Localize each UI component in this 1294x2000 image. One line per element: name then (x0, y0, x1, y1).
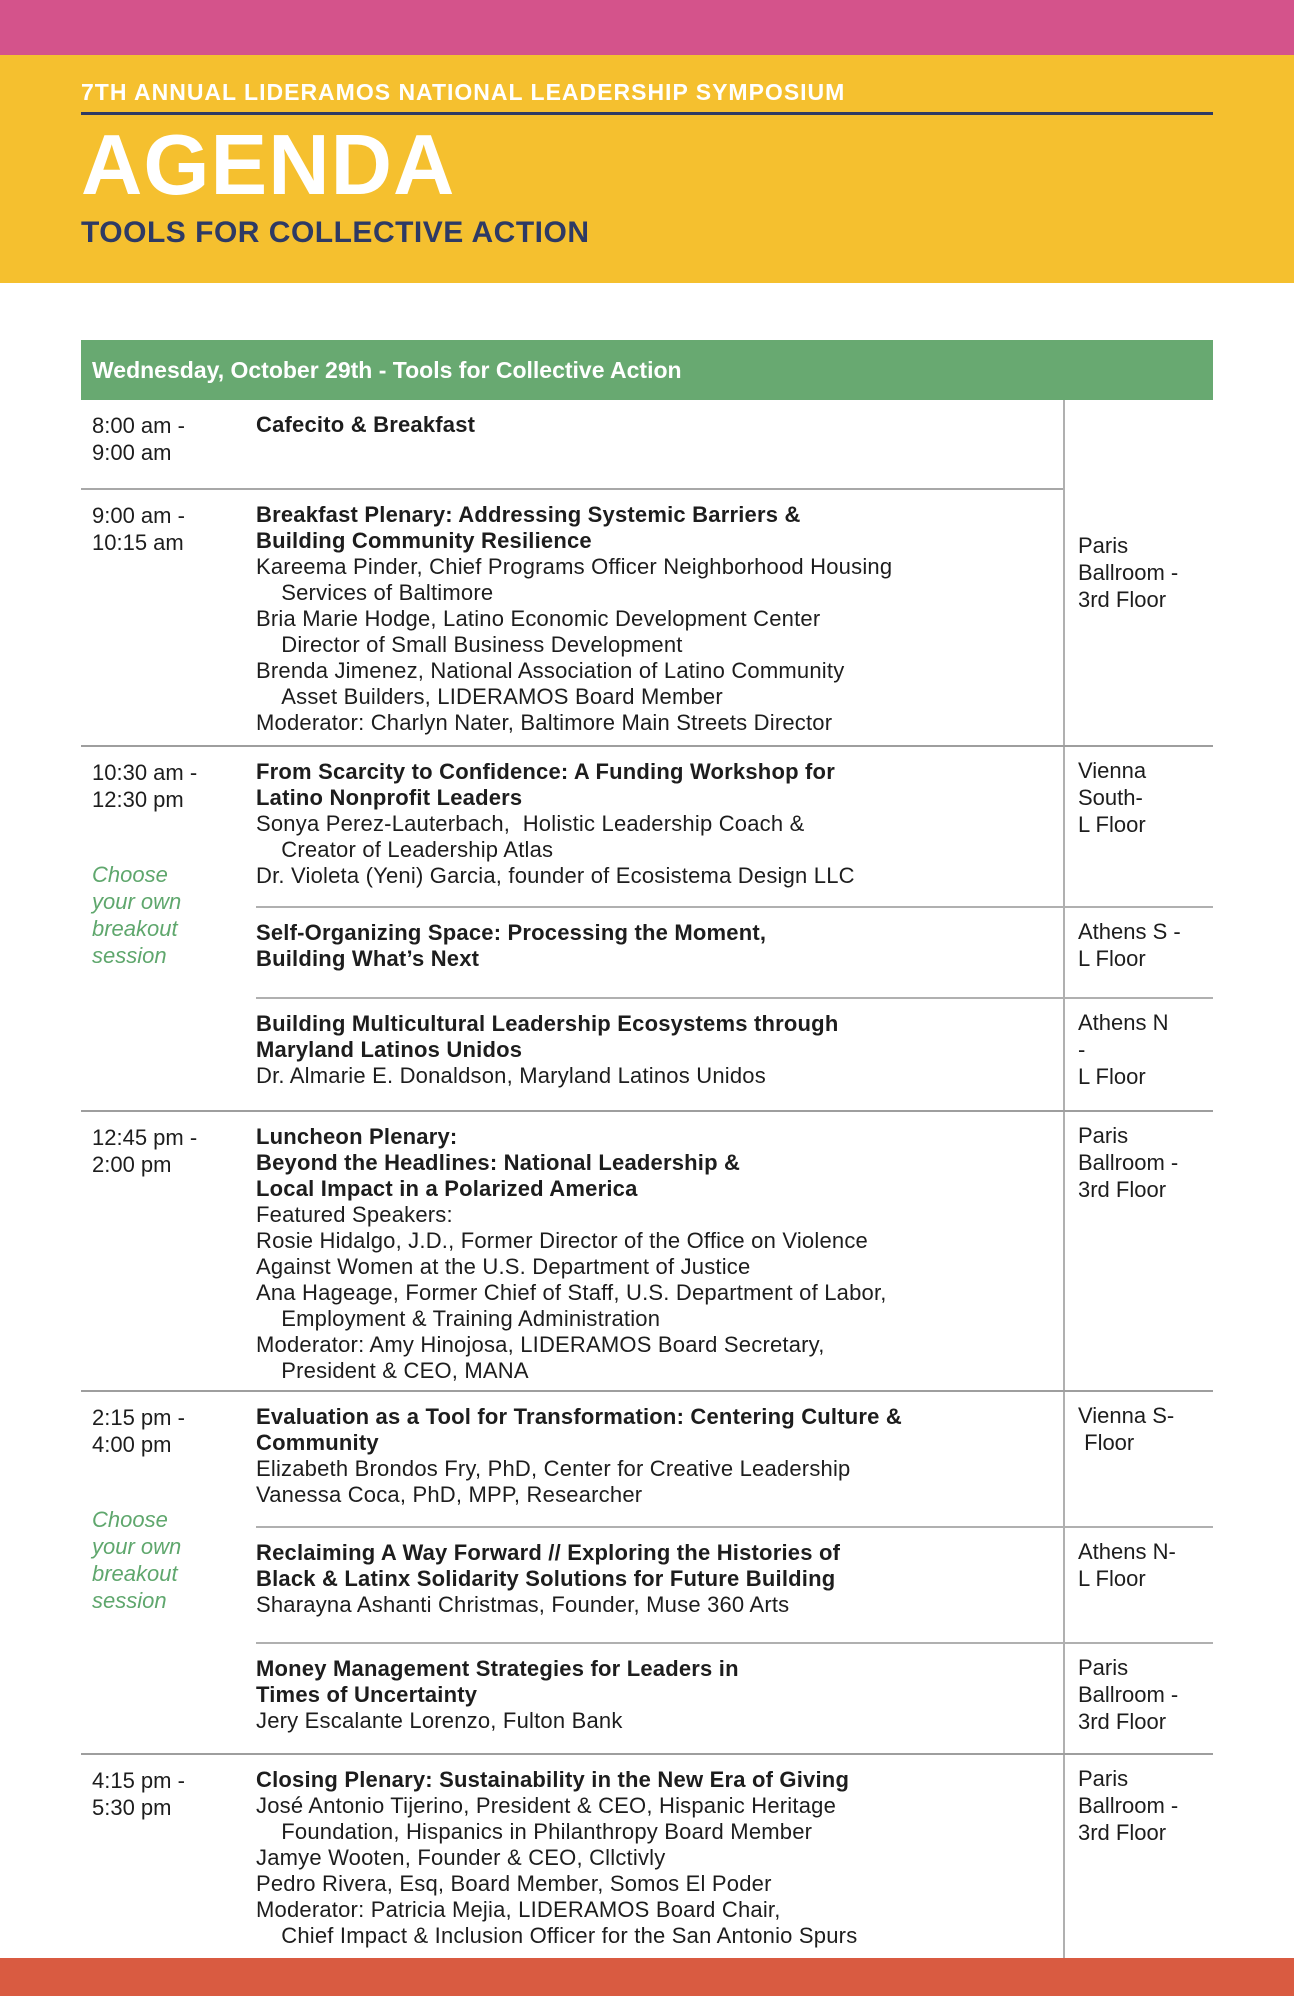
time-cell (81, 1112, 256, 1390)
session-title-line: Community (256, 1430, 379, 1455)
session-detail-line: Jamye Wooten, Founder & CEO, Cllctivly (256, 1845, 666, 1870)
time-cell (81, 490, 256, 745)
location-cell (1063, 1392, 1213, 1526)
session-detail-line: Services of Baltimore (256, 580, 494, 605)
session-title-line: Times of Uncertainty (256, 1682, 478, 1707)
session-detail-line: Moderator: Amy Hinojosa, LIDERAMOS Board Secretary, (256, 1332, 825, 1357)
session-title-line: Evaluation as a Tool for Transformation: Centering Culture & (256, 1404, 902, 1429)
location-line: L Floor (1078, 946, 1146, 971)
location-cell (1063, 747, 1213, 906)
breakout-note-line: session (92, 1588, 167, 1613)
breakout-note (92, 1506, 248, 1614)
page-header (0, 55, 1294, 283)
session-title-line: Closing Plenary: Sustainability in the New Era of Giving (256, 1767, 850, 1792)
schedule-row-group (81, 1110, 1213, 1390)
location-line: 3rd Floor (1078, 1820, 1167, 1845)
session-cell (256, 908, 1063, 997)
session-cell (256, 1112, 1063, 1390)
page-title: AGENDA (81, 118, 456, 213)
breakout-note-line: your own (92, 889, 182, 914)
breakout-note-line: breakout (92, 916, 178, 941)
session-detail-line: Jery Escalante Lorenzo, Fulton Bank (256, 1708, 623, 1733)
breakout-note-line: Choose (92, 862, 168, 887)
session-detail-line: Kareema Pinder, Chief Programs Officer Neighborhood Housing (256, 554, 893, 579)
location-line: Floor (1078, 1430, 1135, 1455)
schedule-row (81, 400, 1063, 490)
location-line: 3rd Floor (1078, 587, 1167, 612)
breakout-sessions-column (256, 1392, 1213, 1753)
schedule-row-group (81, 400, 1213, 745)
session-title-line: Maryland Latinos Unidos (256, 1037, 523, 1062)
session-title-line: Self-Organizing Space: Processing the Moment, (256, 920, 767, 945)
location-line: Paris (1078, 1123, 1129, 1148)
page-subtitle: TOOLS FOR COLLECTIVE ACTION (81, 216, 590, 249)
schedule-row-group (81, 745, 1213, 1110)
location-cell (1063, 908, 1213, 997)
schedule-row-group (81, 1753, 1213, 1958)
session-cell (256, 1528, 1063, 1642)
session-detail-line: Dr. Almarie E. Donaldson, Maryland Latinos Unidos (256, 1063, 766, 1088)
session-title-line: Breakfast Plenary: Addressing Systemic Barriers & (256, 502, 801, 527)
location-line: 3rd Floor (1078, 1177, 1167, 1202)
breakout-note-line: session (92, 943, 167, 968)
session-cell (256, 1644, 1063, 1753)
location-line: Ballroom - (1078, 1793, 1179, 1818)
location-line: Ballroom - (1078, 560, 1179, 585)
time-cell (81, 1755, 256, 1958)
session-title-line: From Scarcity to Confidence: A Funding Workshop for (256, 759, 835, 784)
breakout-note-line: Choose (92, 1507, 168, 1532)
session-detail-line: President & CEO, MANA (256, 1358, 529, 1383)
breakout-session-row (256, 747, 1213, 906)
day-header-label: Wednesday, October 29th - Tools for Collective Action (92, 356, 682, 383)
session-title-line: Latino Nonprofit Leaders (256, 785, 523, 810)
location-cell (1063, 1644, 1213, 1753)
location-line: Paris (1078, 1655, 1129, 1680)
session-detail-line: Brenda Jimenez, National Association of Latino Community (256, 658, 845, 683)
top-banner (0, 0, 1294, 55)
time-line: 8:00 am - (92, 413, 185, 438)
time-line: 9:00 am - (92, 503, 185, 528)
session-detail-line: Foundation, Hispanics in Philanthropy Board Member (256, 1819, 813, 1844)
time-line: 12:30 pm (92, 787, 184, 812)
location-cell (1063, 1112, 1213, 1390)
session-detail-line: Creator of Leadership Atlas (256, 837, 554, 862)
location-line: Paris (1078, 533, 1129, 558)
session-detail-line: Bria Marie Hodge, Latino Economic Development Center (256, 606, 821, 631)
session-title-line: Reclaiming A Way Forward // Exploring the Histories of (256, 1540, 841, 1565)
session-detail-line: Sonya Perez-Lauterbach, Holistic Leadership Coach & (256, 811, 805, 836)
location-line: South- (1078, 785, 1143, 810)
location-line: L Floor (1078, 1566, 1146, 1591)
time-line: 4:00 pm (92, 1432, 172, 1457)
session-title-line: Cafecito & Breakfast (256, 412, 476, 437)
location-line: Vienna (1078, 758, 1147, 783)
session-title-line: Black & Latinx Solidarity Solutions for Future Building (256, 1566, 836, 1591)
session-title-line: Local Impact in a Polarized America (256, 1176, 638, 1201)
time-line: 10:15 am (92, 530, 184, 555)
schedule-row (81, 490, 1063, 745)
session-detail-line: Sharayna Ashanti Christmas, Founder, Muse 360 Arts (256, 1592, 790, 1617)
session-title-line: Building What’s Next (256, 946, 480, 971)
session-detail-line: Asset Builders, LIDERAMOS Board Member (256, 684, 723, 709)
session-cell (256, 1392, 1063, 1526)
session-detail-line: Moderator: Patricia Mejia, LIDERAMOS Board Chair, (256, 1897, 781, 1922)
session-detail-line: Employment & Training Administration (256, 1306, 661, 1331)
time-line: 2:15 pm - (92, 1405, 185, 1430)
breakout-session-row (256, 1392, 1213, 1526)
breakout-session-row (256, 1526, 1213, 1642)
breakout-note-line: your own (92, 1534, 182, 1559)
location-line: Vienna S- (1078, 1403, 1175, 1428)
session-cell (256, 1755, 1063, 1958)
session-detail-line: Chief Impact & Inclusion Officer for the San Antonio Spurs (256, 1923, 858, 1948)
time-line: 12:45 pm - (92, 1125, 198, 1150)
location-cell (1063, 999, 1213, 1110)
session-title-line: Beyond the Headlines: National Leadership & (256, 1150, 741, 1175)
symposium-eyebrow: 7TH ANNUAL LIDERAMOS NATIONAL LEADERSHIP SYMPOSIUM (81, 79, 846, 105)
session-title-line: Building Community Resilience (256, 528, 592, 553)
session-title-line: Building Multicultural Leadership Ecosystems through (256, 1011, 839, 1036)
breakout-session-row (256, 906, 1213, 997)
session-title-line: Luncheon Plenary: (256, 1124, 458, 1149)
session-detail-line: Featured Speakers: (256, 1202, 453, 1227)
location-line: Ballroom - (1078, 1682, 1179, 1707)
breakout-session-row (256, 1642, 1213, 1753)
session-detail-line: Rosie Hidalgo, J.D., Former Director of the Office on Violence (256, 1228, 868, 1253)
location-line: L Floor (1078, 1064, 1146, 1089)
time-line: 4:15 pm - (92, 1768, 185, 1793)
location-line: - (1078, 1037, 1086, 1062)
schedule-groups (81, 400, 1213, 1958)
session-detail-line: Against Women at the U.S. Department of Justice (256, 1254, 751, 1279)
breakout-session-row (256, 997, 1213, 1110)
schedule-table (81, 340, 1213, 1958)
bottom-banner (0, 1958, 1294, 1996)
day-header-bar (81, 340, 1213, 400)
location-line: Athens N (1078, 1010, 1169, 1035)
time-cell (81, 1392, 256, 1753)
session-cell (256, 490, 1063, 745)
session-detail-line: Ana Hageage, Former Chief of Staff, U.S. Department of Labor, (256, 1280, 887, 1305)
schedule-row-group (81, 1390, 1213, 1753)
location-line: Athens N- (1078, 1539, 1176, 1564)
time-line: 2:00 pm (92, 1152, 172, 1177)
location-cell (1063, 1528, 1213, 1642)
location-line: Ballroom - (1078, 1150, 1179, 1175)
breakout-sessions-column (256, 747, 1213, 1110)
location-line: Paris (1078, 1766, 1129, 1791)
session-detail-line: Pedro Rivera, Esq, Board Member, Somos El Poder (256, 1871, 772, 1896)
session-detail-line: Dr. Violeta (Yeni) Garcia, founder of Ecosistema Design LLC (256, 863, 855, 888)
session-detail-line: Vanessa Coca, PhD, MPP, Researcher (256, 1482, 643, 1507)
time-cell (81, 400, 256, 488)
breakout-note-line: breakout (92, 1561, 178, 1586)
time-line: 10:30 am - (92, 760, 198, 785)
shared-rows-column (81, 400, 1063, 745)
breakout-note (92, 861, 248, 969)
time-cell (81, 747, 256, 1110)
session-detail-line: José Antonio Tijerino, President & CEO, Hispanic Heritage (256, 1793, 837, 1818)
location-cell (1063, 400, 1213, 745)
session-detail-line: Moderator: Charlyn Nater, Baltimore Main Streets Director (256, 710, 833, 735)
location-line: 3rd Floor (1078, 1709, 1167, 1734)
location-line: L Floor (1078, 812, 1146, 837)
location-line: Athens S - (1078, 919, 1181, 944)
location-cell (1063, 1755, 1213, 1958)
session-cell (256, 999, 1063, 1110)
time-line: 9:00 am (92, 440, 172, 465)
header-rule (81, 112, 1213, 115)
session-cell (256, 747, 1063, 906)
session-detail-line: Elizabeth Brondos Fry, PhD, Center for Creative Leadership (256, 1456, 851, 1481)
session-title-line: Money Management Strategies for Leaders in (256, 1656, 739, 1681)
session-cell (256, 400, 1063, 488)
time-line: 5:30 pm (92, 1795, 172, 1820)
session-detail-line: Director of Small Business Development (256, 632, 683, 657)
